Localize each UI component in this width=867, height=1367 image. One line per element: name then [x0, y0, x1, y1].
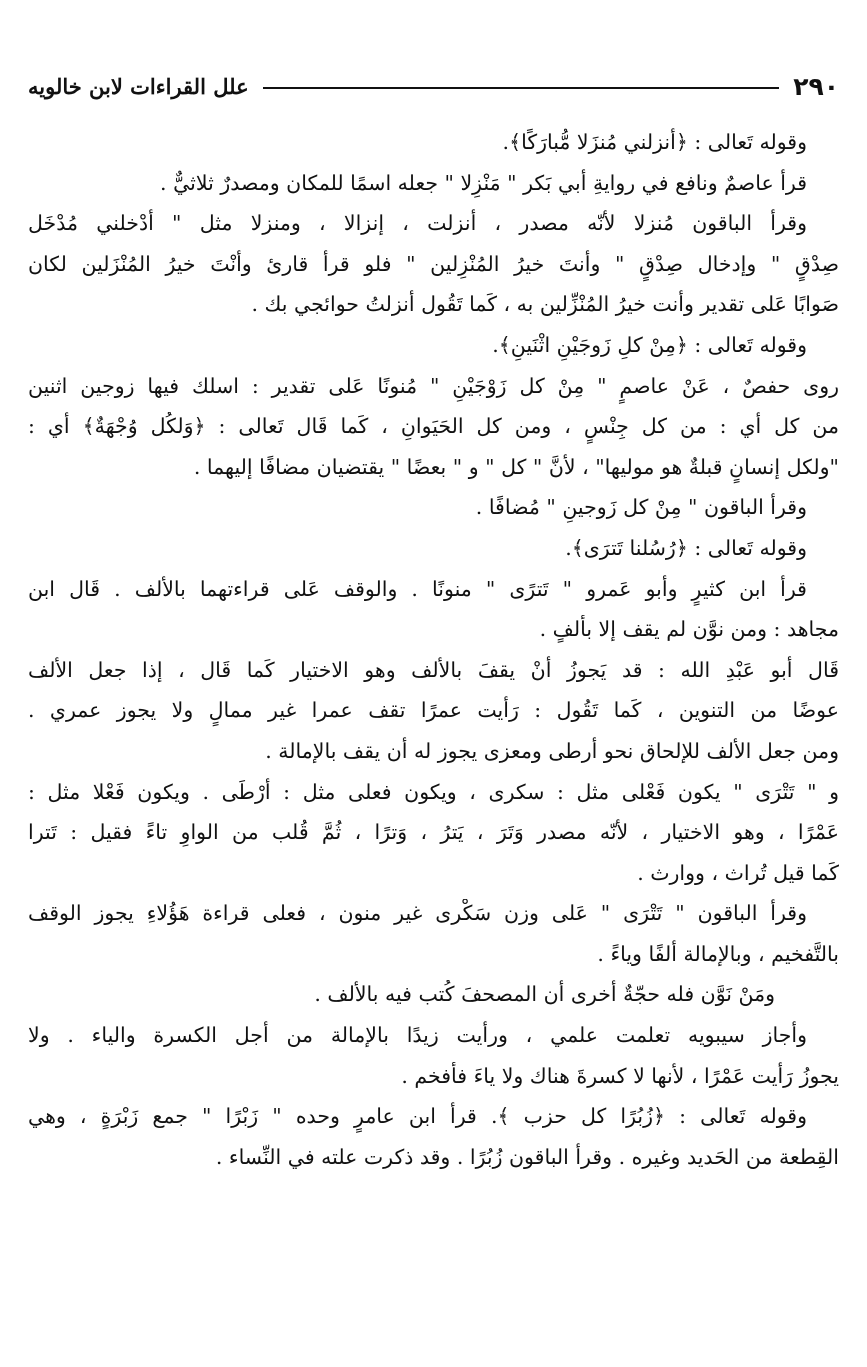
- text-line: كَما قيل تُراث ، ووارث .: [637, 860, 839, 885]
- text-line: مجاهد : ومن نوَّن لم يقف إلا بألفٍ .: [539, 617, 839, 642]
- running-title: علل القراءات لابن خالويه: [28, 73, 249, 99]
- text-line: و " تَتْرَى " يكون فَعْلى مثل : سكرى ، ويكون فعلى مثل : أَرْطَى . ويكون فَعْلا مثل :: [28, 779, 839, 804]
- text-line: القِطعة من الحَديد وغيره . وقرأ الباقون زُبُرًا . وقد ذكرت علته في النِّساء .: [215, 1144, 839, 1169]
- page-number: ٢٩٠: [793, 71, 839, 101]
- text-line: من كل أي : من كل جِنْسٍ ، ومن كل الحَيَوانِ ، كَما قَال تَعالى : ﴿وَلكُل وُجْهَةٌ﴾ أي :: [28, 414, 839, 439]
- text-line: وقوله تَعالى : ﴿زُبُرًا كل حزب ﴾. قرأ ابن عامرٍ وحده " زَبْرًا " جمع زَبْرَةٍ ، وهي: [28, 1104, 807, 1129]
- text-line: عَمْرًا ، وهو الاختيار ، لأنّه مصدر وَتَرَ ، يَترُ ، وَترًا ، ثُمَّ قُلب من الواوِ تاءً فقيل : تَترا: [28, 820, 839, 845]
- text-line: وأجاز سيبويه تعلمت علمي ، ورأيت زيدًا بالإمالة من أجل الكسرة والياء . ولا: [28, 1023, 807, 1048]
- header-rule: [263, 87, 780, 89]
- text-line: ومَنْ نَوَّن فله حجّةٌ أخرى أن المصحفَ كُتب فيه بالألف .: [314, 982, 775, 1007]
- text-line: وقرأ الباقون " تَتْرَى " عَلى وزن سَكْرى غير منون ، فعلى قراءة هَؤُلاءِ يجوز الوقف: [28, 901, 807, 926]
- text-line: روى حفصٌ ، عَنْ عاصمٍ " مِنْ كل زَوْجَيْنِ " مُنونًا عَلى تقدير : اسلك فيها زوجين اثنين: [28, 373, 839, 398]
- text-line: وقوله تَعالى : ﴿رُسُلنا تَترَى﴾.: [565, 535, 807, 560]
- text-line: صِدْقٍ " وإدخال صِدْقٍ " وأنتَ خيرُ المُنْزِلين " فلو قرأ قارئ وأَنْتَ خيرُ المُنْزَلين لكان: [28, 251, 839, 276]
- text-line: قَال أَبو عَبْدِ الله : قد يَجوزُ أنْ يقفَ بالألف وهو الاختيار كَما قَال ، إذا جعل الألف: [28, 657, 839, 682]
- text-line: عوضًا من التنوين ، كَما تَقُول : رَأَيت عمرًا تقف عمرا غير ممالٍ ولا يجوز عمري .: [28, 698, 839, 723]
- text-line: "ولكل إنسانٍ قبلةٌ هو موليها" ، لأنَّ " كل " و " بعضًا " يقتضيان مضافًا إليهما .: [193, 454, 839, 479]
- text-line: وقوله تَعالى : ﴿مِنْ كلِ زَوجَيْنِ اثْنَينِ﴾.: [492, 332, 807, 357]
- text-line: وقوله تَعالى : ﴿أنزلني مُنزَلا مُّبارَكًا﴾.: [502, 130, 807, 154]
- text-line: قرأ ابن كثيرٍ وأَبو عَمرو " تَترًى " منونًا . والوقف عَلى قراءتهما بالألف . قَال ابن: [28, 576, 807, 601]
- body-text: [28, 128, 839, 1183]
- text-line: قرأ عاصمٌ ونافع في روايةِ أبي بَكر " مَنْزِلا " جعله اسمًا للمكان ومصدرٌ ثلاثيٌّ .: [160, 170, 807, 195]
- text-line: بالتَّفخيم ، وبالإمالة ألفًا وياءً .: [597, 941, 839, 966]
- text-line: يجوزُ رَأَيت عَمْرًا ، لأنها لا كسرةَ هناك ولا ياءَ فأفخم .: [401, 1063, 839, 1088]
- page-header: [28, 64, 839, 108]
- text-line: ومن جعل الألف للإلحاق نحو أرطى ومعزى يجوز له أن يقف بالإمالة .: [265, 738, 839, 763]
- text-line: وقرأ الباقون مُنزلا لأنّه مصدر ، أنزلت ، إنزالا ، ومنزلا مثل " أدْخلني مُدْخَل: [28, 211, 807, 236]
- text-line: صَوابًا عَلى تقدير وأنت خيرُ المُنْزِّلين به ، كَما تَقُول أنزلتُ حوائجي بك .: [251, 292, 839, 317]
- text-line: وقرأ الباقون " مِنْ كل زَوجينِ " مُضافًا .: [475, 495, 807, 520]
